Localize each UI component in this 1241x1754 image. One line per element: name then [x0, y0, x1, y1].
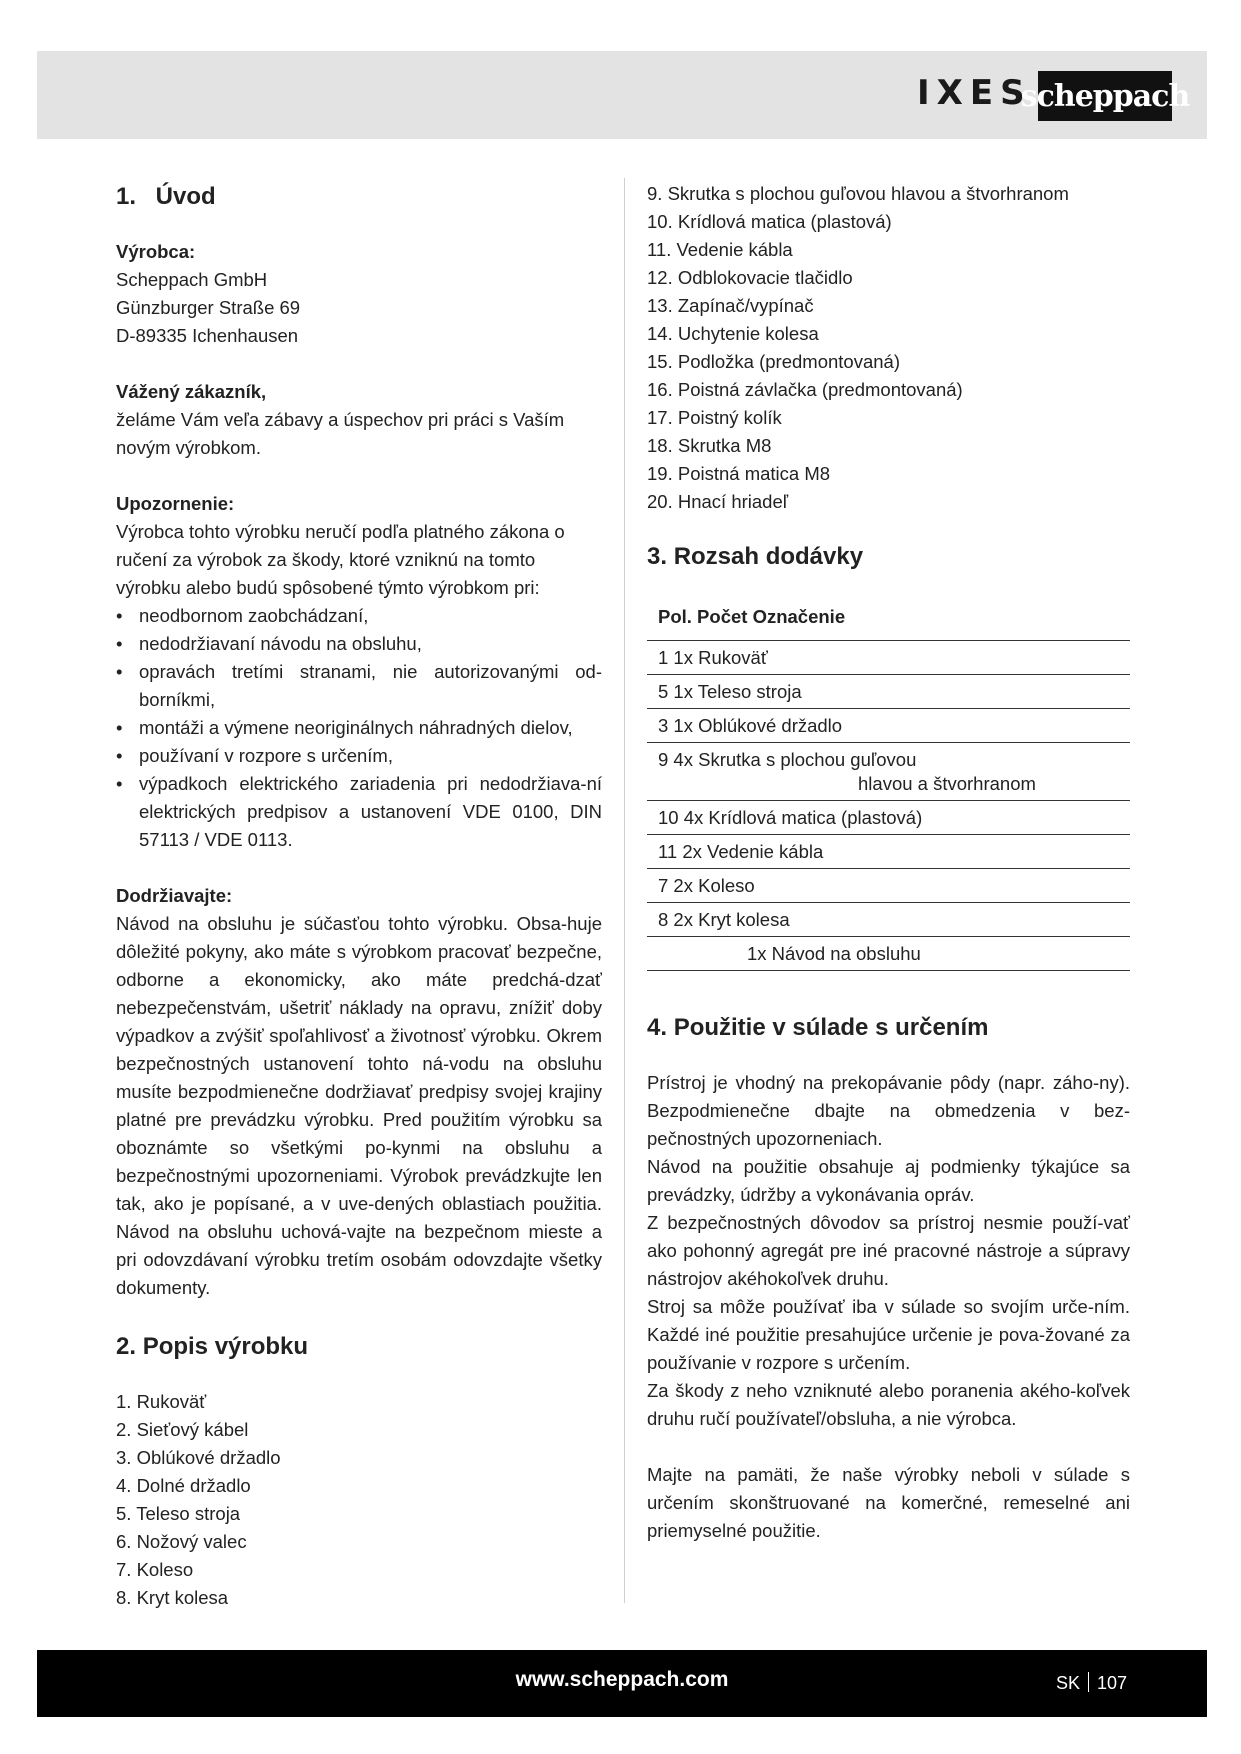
page-header	[37, 51, 1207, 139]
use-paragraph: Za škody z neho vzniknuté alebo poranenia akého-koľvek druhu ručí používateľ/obsluha, a nie výrobca.	[647, 1380, 1130, 1429]
list-item: • výpadkoch elektrického zariadenia pri nedodržiava-ní elektrických predpisov a ustanovení VDE 0100, DIN 57113 / VDE 0113.	[116, 773, 602, 850]
table-row: 1x Návod na obsluhu	[647, 937, 1130, 971]
section-3-title: 3. Rozsah dodávky	[647, 543, 864, 570]
customer-text: želáme Vám veľa zábavy a úspechov pri práci s Vaším novým výrobkom.	[116, 409, 565, 458]
list-item: 14. Uchytenie kolesa	[647, 323, 819, 344]
list-item: • používaní v rozpore s určením,	[116, 745, 393, 766]
website-link[interactable]: www.scheppach.com	[515, 1668, 729, 1691]
list-item: 12. Odblokovacie tlačidlo	[647, 267, 853, 288]
list-item: 10. Krídlová matica (plastová)	[647, 211, 892, 232]
notice-title: Upozornenie:	[116, 493, 235, 514]
notice-text: Výrobca tohto výrobku neručí podľa platného zákona o ručení za výrobok za škody, ktoré vzniknú na tomto výrobku alebo budú spôsobené týmto výrobkom pri:	[116, 521, 565, 598]
use-paragraph: Stroj sa môže používať iba v súlade so svojím urče-ním. Každé iné použitie presahujúce určenie je pova-žované za používanie v rozpore s určením.	[647, 1296, 1130, 1373]
list-item: 7. Koleso	[116, 1559, 194, 1580]
list-item: 19. Poistná matica M8	[647, 463, 831, 484]
table-row: 8 2x Kryt kolesa	[647, 903, 1130, 937]
list-item: 1. Rukoväť	[116, 1391, 207, 1412]
list-item: 4. Dolné držadlo	[116, 1475, 251, 1496]
notice-list	[116, 602, 602, 854]
use-paragraph: Prístroj je vhodný na prekopávanie pôdy (napr. záho-ny). Bezpodmienečne dbajte na obmedzenia v bez-pečnostných upozorneniach.	[647, 1072, 1130, 1149]
table-header: Pol. Počet Označenie	[647, 590, 1130, 641]
manufacturer-line: Günzburger Straße 69	[116, 297, 301, 318]
table-row: 3 1x Oblúkové držadlo	[647, 709, 1130, 743]
list-item: 15. Podložka (predmontovaná)	[647, 351, 900, 372]
list-item: 9. Skrutka s plochou guľovou hlavou a štvorhranom	[647, 183, 1069, 204]
list-item: 13. Zapínač/vypínač	[647, 295, 814, 316]
parts-list-continued	[647, 180, 1130, 516]
table-row: 9 4x Skrutka s plochou guľovou hlavou a štvorhranom	[647, 743, 1130, 801]
list-item: 18. Skrutka M8	[647, 435, 772, 456]
manufacturer-line: Scheppach GmbH	[116, 269, 268, 290]
table-row: 7 2x Koleso	[647, 869, 1130, 903]
right-column	[647, 180, 1130, 1545]
supply-table	[647, 590, 1130, 971]
page-footer	[37, 1650, 1207, 1717]
list-item: 5. Teleso stroja	[116, 1503, 241, 1524]
list-item: 20. Hnací hriadeľ	[647, 491, 789, 512]
list-item: 6. Nožový valec	[116, 1531, 247, 1552]
column-divider	[624, 178, 625, 1603]
manufacturer-title: Výrobca:	[116, 241, 196, 262]
use-paragraph: Návod na použitie obsahuje aj podmienky týkajúce sa prevádzky, údržby a vykonávania opráv.	[647, 1156, 1130, 1205]
list-item: 2. Sieťový kábel	[116, 1419, 249, 1440]
table-row-continuation: hlavou a štvorhranom	[858, 773, 1036, 794]
list-item: • montáži a výmene neoriginálnych náhradných dielov,	[116, 717, 573, 738]
page-number: SK 107	[1055, 1673, 1127, 1693]
use-paragraph: Majte na pamäti, že naše výrobky neboli v súlade s určením skonštruované na komerčné, remeselné ani priemyselné použitie.	[647, 1464, 1130, 1541]
observe-text: Návod na obsluhu je súčasťou tohto výrobku. Obsa-huje dôležité pokyny, ako máte s výrobkom pracovať bezpečne, odborne a ekonomicky, ako máte predchá-dzať nebezpečenstvám, ušetriť náklady na opravu, znížiť doby výpadkov a zvýšiť spoľahlivosť a životnosť výrobku. Okrem bezpečnostných ustanovení tohto ná-vodu na obsluhu musíte bezpodmienečne dodržiavať predpisy svojej krajiny platné pre prevádzku výrobku. Pred použitím výrobku sa oboznámte so všetkými po-kynmi na obsluhu a bezpečnostnými upozorneniami. Výrobok prevádzkujte len tak, ako je popísané, a v uve-dených oblastiach použitia. Návod na obsluhu uchová-vajte na bezpečnom mieste a pri odovzdávaní výrobku tretím osobám odovzdajte všetky dokumenty.	[116, 913, 602, 1298]
table-row: 11 2x Vedenie kábla	[647, 835, 1130, 869]
list-item: • nedodržiavaní návodu na obsluhu,	[116, 633, 422, 654]
list-item: • opravách tretími stranami, nie autorizovanými od-borníkmi,	[116, 661, 602, 710]
table-row: 10 4x Krídlová matica (plastová)	[647, 801, 1130, 835]
list-item: 17. Poistný kolík	[647, 407, 782, 428]
list-item: 3. Oblúkové držadlo	[116, 1447, 281, 1468]
section-1-title: 1. Úvod	[116, 183, 216, 210]
list-item: • neodbornom zaobchádzaní,	[116, 605, 369, 626]
table-header-row	[647, 590, 1130, 641]
list-item: 11. Vedenie kábla	[647, 239, 793, 260]
table-row: 1 1x Rukoväť	[647, 641, 1130, 675]
observe-title: Dodržiavajte:	[116, 885, 233, 906]
use-paragraph: Z bezpečnostných dôvodov sa prístroj nesmie použí-vať ako pohonný agregát pre iné pracovné nástroje a súpravy nástrojov akéhokoľvek druhu.	[647, 1212, 1130, 1289]
parts-list	[116, 1388, 602, 1612]
section-2-title: 2. Popis výrobku	[116, 1333, 309, 1360]
scheppach-logo: scheppach	[1038, 71, 1172, 121]
ixes-logo: IXES	[917, 73, 1032, 113]
customer-title: Vážený zákazník,	[116, 381, 267, 402]
list-item: 16. Poistná závlačka (predmontovaná)	[647, 379, 963, 400]
list-item: 8. Kryt kolesa	[116, 1587, 229, 1608]
manufacturer-line: D-89335 Ichenhausen	[116, 325, 299, 346]
section-4-title: 4. Použitie v súlade s určením	[647, 1014, 989, 1041]
left-column	[116, 180, 602, 1612]
table-row: 5 1x Teleso stroja	[647, 675, 1130, 709]
